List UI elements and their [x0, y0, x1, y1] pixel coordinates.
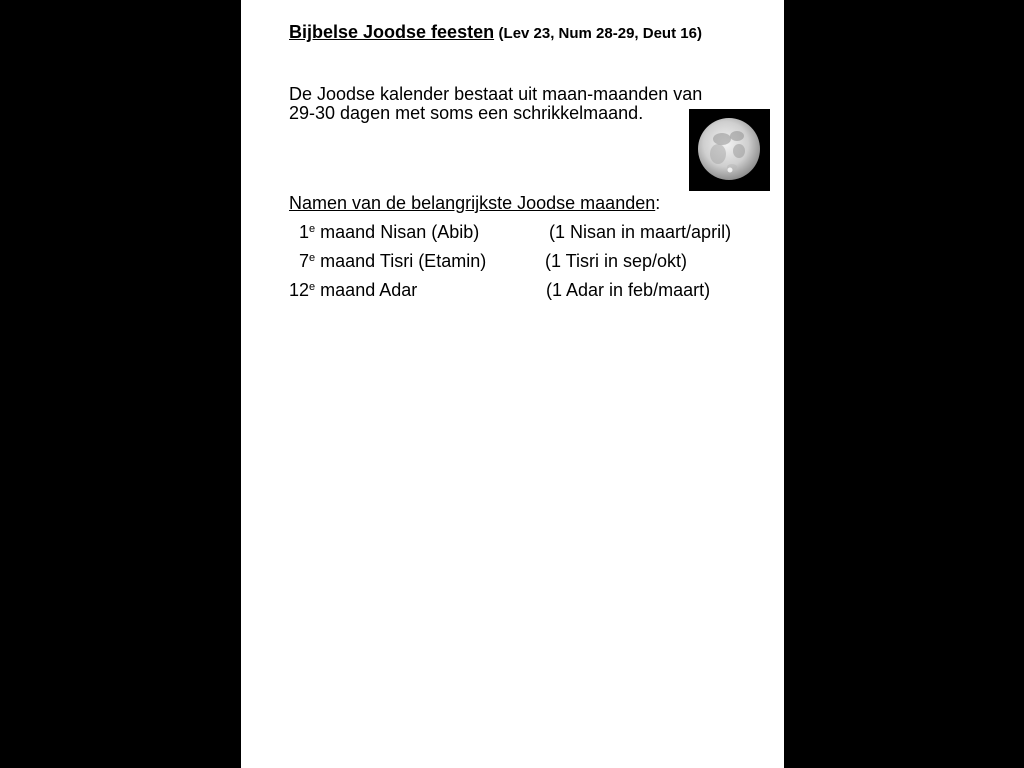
months-heading-colon: :	[655, 193, 661, 213]
slide-page	[241, 0, 784, 768]
intro-line: 29-30 dagen met soms een schrikkelmaand.	[289, 103, 644, 123]
month-label	[299, 250, 486, 272]
month-label	[299, 221, 479, 243]
month-date: (1 Nisan in maart/april)	[549, 222, 732, 242]
moon-icon	[689, 109, 770, 191]
month-number: 7	[299, 251, 310, 271]
title-main: Bijbelse Joodse feesten	[289, 22, 495, 42]
month-name: maand Nisan (Abib)	[320, 222, 480, 242]
month-date: (1 Tisri in sep/okt)	[545, 251, 688, 271]
month-ordinal-suffix: e	[309, 281, 316, 293]
month-number: 12	[289, 280, 310, 300]
full-moon-image	[689, 109, 770, 191]
month-name: maand Adar	[320, 280, 418, 300]
months-heading	[289, 192, 660, 214]
month-ordinal-suffix: e	[309, 252, 316, 264]
month-label	[289, 279, 417, 301]
month-date: (1 Adar in feb/maart)	[546, 280, 711, 300]
months-heading-text: Namen van de belangrijkste Joodse maanden	[289, 193, 656, 213]
month-ordinal-suffix: e	[309, 223, 316, 235]
intro-line: De Joodse kalender bestaat uit maan-maanden van	[289, 84, 703, 104]
month-number: 1	[299, 222, 310, 242]
month-name: maand Tisri (Etamin)	[320, 251, 487, 271]
title-scripture-refs: (Lev 23, Num 28-29, Deut 16)	[498, 25, 702, 42]
slide-title	[289, 21, 702, 45]
